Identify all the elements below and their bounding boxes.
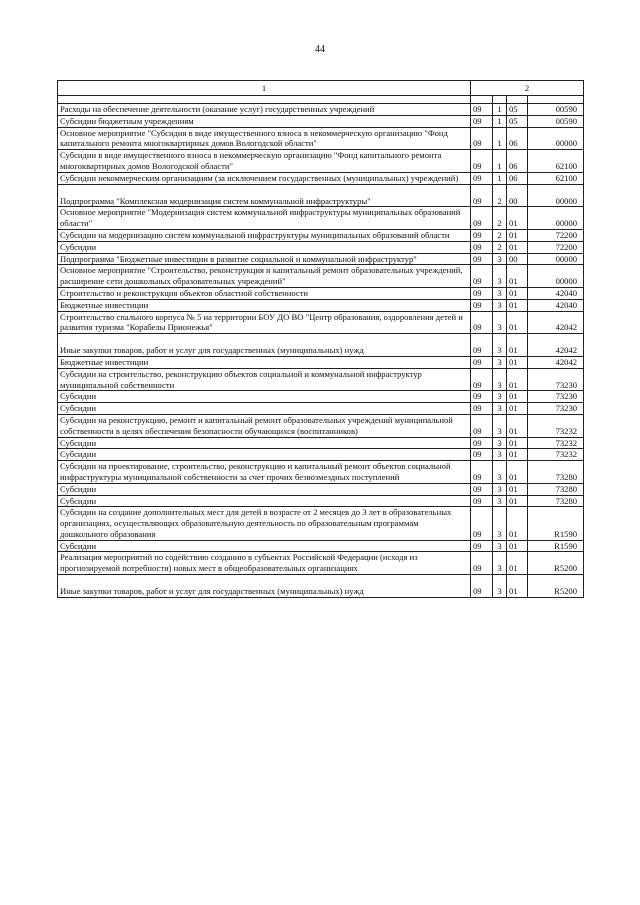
row-group-cell: 09 — [471, 287, 493, 299]
row-program-cell: 3 — [493, 391, 507, 403]
row-name-cell: Строительство спального корпуса № 5 на территории БОУ ДО ВО "Центр образования, оздоровления детей и развития туризма "Корабелы Прионежья" — [58, 311, 471, 334]
row-group-cell: 09 — [471, 150, 493, 173]
table-body — [58, 104, 584, 598]
row-program-cell: 2 — [493, 229, 507, 241]
row-group-cell: 09 — [471, 414, 493, 437]
row-name-cell: Субсидии — [58, 391, 471, 403]
row-program-cell: 3 — [493, 575, 507, 598]
table-row — [58, 207, 584, 230]
row-program-cell: 2 — [493, 184, 507, 207]
row-name-cell: Бюджетные инвестиции — [58, 299, 471, 311]
row-program-cell: 3 — [493, 507, 507, 540]
row-subprogram-cell: 01 — [507, 229, 528, 241]
table-row — [58, 437, 584, 449]
table-row — [58, 552, 584, 575]
row-name-cell: Реализация мероприятий по содействию созданию в субъектах Российской Федерации (исходя из прогнозируемой потребности) новых мест в общеобразовательных организациях — [58, 552, 471, 575]
row-program-cell: 3 — [493, 403, 507, 415]
row-name-cell: Расходы на обеспечение деятельности (оказание услуг) государственных учреждений — [58, 104, 471, 116]
row-group-cell: 09 — [471, 207, 493, 230]
table-row — [58, 449, 584, 461]
row-program-cell: 2 — [493, 241, 507, 253]
row-code-cell: 00000 — [528, 207, 584, 230]
table-row — [58, 368, 584, 391]
row-subprogram-cell: 01 — [507, 575, 528, 598]
row-code-cell: 73280 — [528, 483, 584, 495]
row-code-cell: 73232 — [528, 449, 584, 461]
row-group-cell: 09 — [471, 507, 493, 540]
row-code-cell: 62100 — [528, 150, 584, 173]
row-subprogram-cell: 01 — [507, 540, 528, 552]
row-code-cell: 72200 — [528, 229, 584, 241]
table-row — [58, 495, 584, 507]
table-row — [58, 311, 584, 334]
row-subprogram-cell: 01 — [507, 287, 528, 299]
row-subprogram-cell: 01 — [507, 368, 528, 391]
row-group-cell: 09 — [471, 172, 493, 184]
row-group-cell: 09 — [471, 265, 493, 288]
row-group-cell: 09 — [471, 127, 493, 150]
row-program-cell: 1 — [493, 115, 507, 127]
header-column-2: 2 — [471, 81, 584, 96]
row-subprogram-cell: 00 — [507, 253, 528, 265]
row-group-cell: 09 — [471, 437, 493, 449]
row-code-cell: 73230 — [528, 403, 584, 415]
row-subprogram-cell: 01 — [507, 507, 528, 540]
budget-table — [57, 80, 584, 598]
row-subprogram-cell: 05 — [507, 104, 528, 116]
row-code-cell: 73232 — [528, 437, 584, 449]
row-program-cell: 3 — [493, 368, 507, 391]
row-name-cell: Субсидии — [58, 495, 471, 507]
row-group-cell: 09 — [471, 449, 493, 461]
row-program-cell: 3 — [493, 265, 507, 288]
row-name-cell: Основное мероприятие "Строительство, реконструкция и капитальный ремонт образовательных учреждений, расширение сети дошкольных образовательных учреждений" — [58, 265, 471, 288]
table-row — [58, 356, 584, 368]
row-name-cell: Подпрограмма "Бюджетные инвестиции в развитие социальной и коммунальной инфраструктур" — [58, 253, 471, 265]
row-name-cell: Субсидии — [58, 241, 471, 253]
row-name-cell: Субсидии на создание дополнительных мест для детей в возрасте от 2 месяцев до 3 лет в образовательных организациях, осуществляющих образовательную деятельность по образовательным программам дошкольного образования — [58, 507, 471, 540]
row-program-cell: 3 — [493, 495, 507, 507]
row-subprogram-cell: 06 — [507, 172, 528, 184]
table-row — [58, 127, 584, 150]
row-name-cell: Строительство и реконструкция объектов областной собственности — [58, 287, 471, 299]
row-group-cell: 09 — [471, 461, 493, 484]
row-group-cell: 09 — [471, 391, 493, 403]
row-code-cell: 73230 — [528, 391, 584, 403]
table-row — [58, 540, 584, 552]
row-program-cell: 3 — [493, 540, 507, 552]
row-code-cell: 00000 — [528, 265, 584, 288]
row-subprogram-cell: 01 — [507, 414, 528, 437]
header-column-1: 1 — [58, 81, 471, 96]
row-name-cell: Субсидии на строительство, реконструкцию объектов социальной и коммунальной инфраструктур муниципальной собственности — [58, 368, 471, 391]
row-program-cell: 1 — [493, 150, 507, 173]
row-code-cell: R1590 — [528, 507, 584, 540]
row-name-cell: Субсидии — [58, 437, 471, 449]
table-row — [58, 229, 584, 241]
table-row — [58, 334, 584, 357]
row-code-cell: 42042 — [528, 334, 584, 357]
row-name-cell: Субсидии на проектирование, строительство, реконструкцию и капитальный ремонт объектов социальной инфраструктуры муниципальной собственности за счет прочих безвозмездных поступлений — [58, 461, 471, 484]
row-group-cell: 09 — [471, 495, 493, 507]
row-name-cell: Субсидии в виде имущественного взноса в некоммерческую организацию "Фонд капитального ремонта многоквартирных домов Вологодской области" — [58, 150, 471, 173]
row-code-cell: 00000 — [528, 184, 584, 207]
row-program-cell: 2 — [493, 207, 507, 230]
row-program-cell: 3 — [493, 449, 507, 461]
row-name-cell: Иные закупки товаров, работ и услуг для государственных (муниципальных) нужд — [58, 575, 471, 598]
row-program-cell: 1 — [493, 127, 507, 150]
row-code-cell: 73280 — [528, 461, 584, 484]
row-program-cell: 3 — [493, 253, 507, 265]
row-program-cell: 3 — [493, 334, 507, 357]
row-program-cell: 3 — [493, 483, 507, 495]
row-group-cell: 09 — [471, 368, 493, 391]
row-group-cell: 09 — [471, 540, 493, 552]
row-subprogram-cell: 01 — [507, 495, 528, 507]
row-name-cell: Основное мероприятие "Модернизация систем коммунальной инфраструктуры муниципальных образований области" — [58, 207, 471, 230]
row-group-cell: 09 — [471, 483, 493, 495]
row-name-cell: Субсидии некоммерческим организациям (за исключением государственных (муниципальных) учреждений) — [58, 172, 471, 184]
row-group-cell: 09 — [471, 104, 493, 116]
header-spacer-row — [58, 96, 584, 104]
row-program-cell: 3 — [493, 552, 507, 575]
table-row — [58, 184, 584, 207]
row-program-cell: 3 — [493, 461, 507, 484]
row-code-cell: 72200 — [528, 241, 584, 253]
row-subprogram-cell: 01 — [507, 356, 528, 368]
table-row — [58, 172, 584, 184]
row-name-cell: Субсидии — [58, 483, 471, 495]
table-row — [58, 507, 584, 540]
table-row — [58, 299, 584, 311]
row-program-cell: 3 — [493, 414, 507, 437]
table-row — [58, 414, 584, 437]
row-code-cell: R1590 — [528, 540, 584, 552]
row-group-cell: 09 — [471, 115, 493, 127]
row-subprogram-cell: 05 — [507, 115, 528, 127]
row-name-cell: Субсидии на модернизацию систем коммунальной инфраструктуры муниципальных образований области — [58, 229, 471, 241]
row-name-cell: Подпрограмма "Комплексная модернизация систем коммунальной инфраструктуры" — [58, 184, 471, 207]
table-row — [58, 403, 584, 415]
row-name-cell: Основное мероприятие "Субсидия в виде имущественного взноса в некоммерческую организацию "Фонд капитального ремонта многоквартирных домов Вологодской области" — [58, 127, 471, 150]
row-name-cell: Бюджетные инвестиции — [58, 356, 471, 368]
row-group-cell: 09 — [471, 403, 493, 415]
table-row — [58, 241, 584, 253]
row-code-cell: 73280 — [528, 495, 584, 507]
table-row — [58, 461, 584, 484]
table-row — [58, 253, 584, 265]
row-code-cell: 62100 — [528, 172, 584, 184]
row-group-cell: 09 — [471, 229, 493, 241]
row-subprogram-cell: 01 — [507, 299, 528, 311]
row-code-cell: 42042 — [528, 356, 584, 368]
row-code-cell: 42040 — [528, 287, 584, 299]
row-program-cell: 1 — [493, 104, 507, 116]
page-number: 44 — [315, 44, 325, 55]
row-code-cell: 73232 — [528, 414, 584, 437]
table-row — [58, 287, 584, 299]
row-name-cell: Субсидии — [58, 403, 471, 415]
row-code-cell: 00000 — [528, 127, 584, 150]
row-name-cell: Субсидии бюджетным учреждениям — [58, 115, 471, 127]
row-name-cell: Иные закупки товаров, работ и услуг для государственных (муниципальных) нужд — [58, 334, 471, 357]
row-code-cell: 00590 — [528, 115, 584, 127]
table-row — [58, 150, 584, 173]
row-subprogram-cell: 01 — [507, 391, 528, 403]
row-subprogram-cell: 01 — [507, 265, 528, 288]
row-group-cell: 09 — [471, 311, 493, 334]
row-code-cell: 73230 — [528, 368, 584, 391]
row-group-cell: 09 — [471, 575, 493, 598]
row-group-cell: 09 — [471, 184, 493, 207]
row-subprogram-cell: 01 — [507, 449, 528, 461]
row-code-cell: 00590 — [528, 104, 584, 116]
row-program-cell: 1 — [493, 172, 507, 184]
row-subprogram-cell: 00 — [507, 184, 528, 207]
row-program-cell: 3 — [493, 287, 507, 299]
row-name-cell: Субсидии на реконструкцию, ремонт и капитальный ремонт образовательных учреждений муниципальной собственности в целях обеспечения безопасности обучающихся (воспитанников) — [58, 414, 471, 437]
table-row — [58, 575, 584, 598]
table-row — [58, 391, 584, 403]
row-subprogram-cell: 01 — [507, 552, 528, 575]
row-subprogram-cell: 01 — [507, 483, 528, 495]
table-row — [58, 104, 584, 116]
row-code-cell: R5200 — [528, 575, 584, 598]
table-row — [58, 265, 584, 288]
row-code-cell: 42042 — [528, 311, 584, 334]
row-subprogram-cell: 01 — [507, 437, 528, 449]
table-row — [58, 115, 584, 127]
row-name-cell: Субсидии — [58, 540, 471, 552]
row-group-cell: 09 — [471, 334, 493, 357]
row-subprogram-cell: 06 — [507, 127, 528, 150]
row-program-cell: 3 — [493, 437, 507, 449]
row-subprogram-cell: 01 — [507, 334, 528, 357]
row-subprogram-cell: 06 — [507, 150, 528, 173]
row-code-cell: 42040 — [528, 299, 584, 311]
row-program-cell: 3 — [493, 311, 507, 334]
row-program-cell: 3 — [493, 299, 507, 311]
row-code-cell: R5200 — [528, 552, 584, 575]
row-name-cell: Субсидии — [58, 449, 471, 461]
row-group-cell: 09 — [471, 299, 493, 311]
row-group-cell: 09 — [471, 552, 493, 575]
row-subprogram-cell: 01 — [507, 207, 528, 230]
row-group-cell: 09 — [471, 356, 493, 368]
row-subprogram-cell: 01 — [507, 461, 528, 484]
row-group-cell: 09 — [471, 253, 493, 265]
table-header-row — [58, 81, 584, 96]
row-subprogram-cell: 01 — [507, 241, 528, 253]
row-subprogram-cell: 01 — [507, 311, 528, 334]
row-group-cell: 09 — [471, 241, 493, 253]
table-row — [58, 483, 584, 495]
row-subprogram-cell: 01 — [507, 403, 528, 415]
row-program-cell: 3 — [493, 356, 507, 368]
row-code-cell: 00000 — [528, 253, 584, 265]
